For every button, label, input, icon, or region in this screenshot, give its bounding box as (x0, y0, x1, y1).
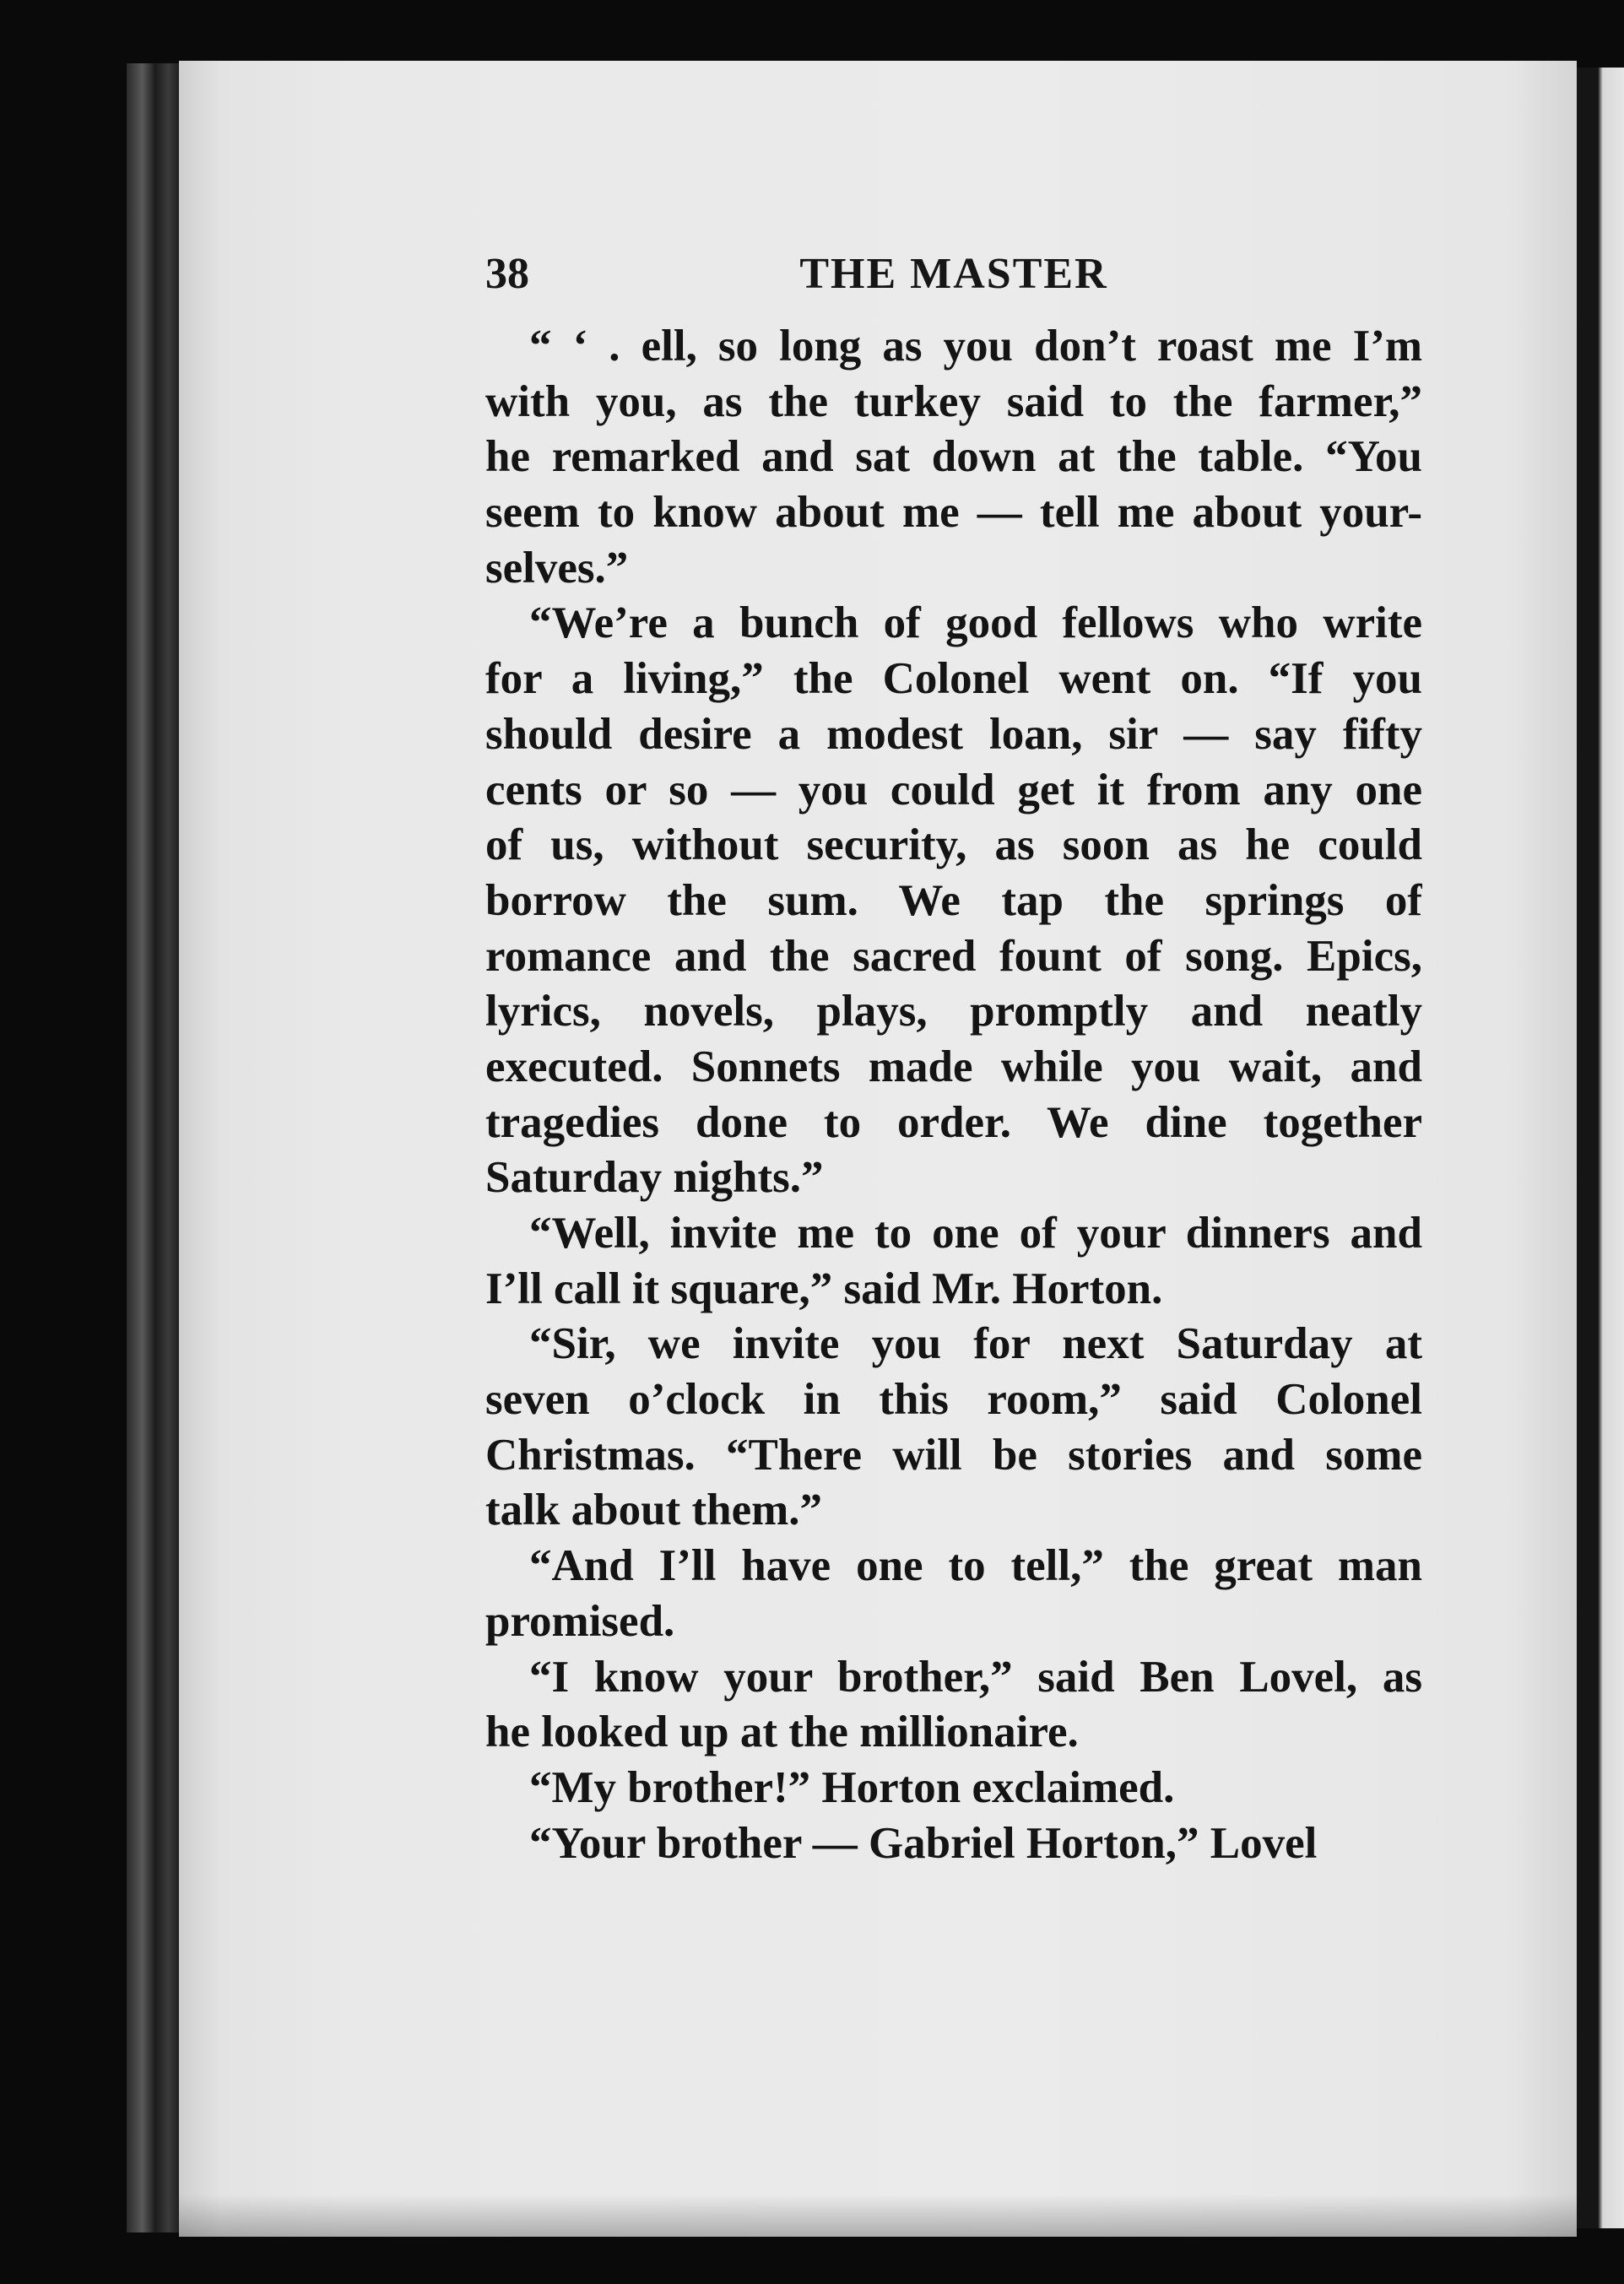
text-line: seven o’clock in this room,” said Colonel (485, 1375, 1422, 1425)
text-line: Christmas. “There will be stories and some (485, 1430, 1422, 1480)
page-number: 38 (485, 250, 529, 298)
text-line: tragedies done to order. We dine together (485, 1097, 1422, 1147)
text-line: he remarked and sat down at the table. “You (485, 432, 1422, 482)
page-header (485, 236, 1422, 312)
text-line: romance and the sacred fount of song. Epics, (485, 931, 1422, 981)
text-line: “Your brother — Gabriel Horton,” Lovel (529, 1818, 1318, 1868)
text-line: cents or so — you could get it from any one (485, 765, 1422, 815)
text-line: borrow the sum. We tap the springs of (485, 875, 1422, 925)
text-line: “ ‘ . ell, so long as you don’t roast me I’m (529, 322, 1422, 371)
text-line: he looked up at the millionaire. (485, 1708, 1079, 1757)
text-line: for a living,” the Colonel went on. “If you (485, 654, 1422, 704)
body-text (485, 319, 1422, 1871)
text-line: talk about them.” (485, 1486, 823, 1535)
text-line: “I know your brother,” said Ben Lovel, as (529, 1652, 1422, 1702)
book-spine (127, 63, 179, 2233)
text-line: selves.” (485, 543, 629, 593)
text-line: “And I’ll have one to tell,” the great man (529, 1541, 1422, 1591)
running-head: THE MASTER (799, 250, 1108, 298)
text-line: “Well, invite me to one of your dinners and (529, 1209, 1422, 1258)
text-line: promised. (485, 1596, 675, 1646)
next-page-edge (1577, 68, 1624, 2228)
text-line: Saturday nights.” (485, 1153, 824, 1203)
text-line: executed. Sonnets made while you wait, and (485, 1042, 1422, 1091)
text-line: “We’re a bunch of good fellows who write (529, 598, 1422, 648)
text-line: lyrics, novels, plays, promptly and neatly (485, 987, 1422, 1036)
text-line: of us, without security, as soon as he could (485, 820, 1422, 870)
text-line: should desire a modest loan, sir — say fifty (485, 709, 1422, 759)
text-line: with you, as the turkey said to the farmer,” (485, 376, 1422, 426)
text-line: seem to know about me — tell me about your- (485, 488, 1422, 538)
page-bottom-shadow (179, 2195, 1577, 2237)
text-line: I’ll call it square,” said Mr. Horton. (485, 1264, 1163, 1313)
text-line: “My brother!” Horton exclaimed. (529, 1762, 1175, 1812)
text-line: “Sir, we invite you for next Saturday at (529, 1319, 1422, 1369)
